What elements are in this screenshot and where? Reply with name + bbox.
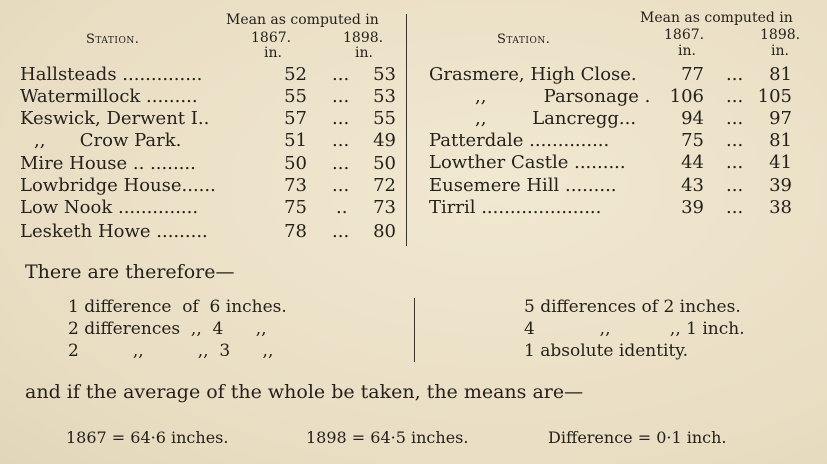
table-row <box>20 108 396 130</box>
station-name: Hallsteads .............. <box>20 64 203 85</box>
leader-dots: ... <box>726 130 744 151</box>
leader-dots: ... <box>332 153 350 174</box>
year-1898-left: 1898. <box>343 30 384 46</box>
value-1867: 75 <box>284 197 307 218</box>
table-divider <box>406 14 407 246</box>
value-1867: 75 <box>681 130 704 151</box>
station-name: Lesketh Howe ......... <box>20 221 208 242</box>
table-row <box>20 221 396 243</box>
station-name: Mire House .. ........ <box>20 153 196 174</box>
value-1867: 50 <box>284 153 307 174</box>
unit-1898-left: in. <box>355 45 373 61</box>
difference-line: 2 ,, ,, 3 ,, <box>68 341 274 361</box>
leader-dots: ... <box>332 64 350 85</box>
value-1898: 97 <box>769 108 792 129</box>
mean-1898: 1898 = 64·5 inches. <box>306 428 469 447</box>
difference-line: 2 differences ,, 4 ,, <box>68 319 267 339</box>
value-1898: 105 <box>757 86 792 107</box>
station-name: Keswick, Derwent I.. <box>20 108 210 129</box>
unit-1867-left: in. <box>264 45 282 61</box>
mean-title-left: Mean as computed in <box>226 12 379 28</box>
value-1867: 52 <box>284 64 307 85</box>
value-1898: 53 <box>373 86 396 107</box>
leader-dots: ... <box>726 175 744 196</box>
average-sentence: and if the average of the whole be taken, the means are— <box>25 381 584 403</box>
station-name: Lowbridge House...... <box>20 175 216 196</box>
value-1898: 38 <box>769 197 792 218</box>
difference-line: 1 absolute identity. <box>524 341 689 361</box>
table-row <box>20 175 396 197</box>
station-name: ,, Crow Park. <box>34 130 182 151</box>
mean-difference: Difference = 0·1 inch. <box>548 428 727 447</box>
difference-line: 4 ,, ,, 1 inch. <box>524 319 745 339</box>
value-1898: 39 <box>769 175 792 196</box>
difference-line: 1 difference of 6 inches. <box>68 297 287 317</box>
year-1867-left: 1867. <box>251 30 292 46</box>
value-1898: 50 <box>373 153 396 174</box>
value-1898: 80 <box>373 221 396 242</box>
value-1867: 77 <box>681 64 704 85</box>
station-name: Watermillock ......... <box>20 86 198 107</box>
value-1867: 78 <box>284 221 307 242</box>
value-1867: 43 <box>681 175 704 196</box>
table-row <box>429 86 809 108</box>
value-1867: 94 <box>681 108 704 129</box>
table-row <box>429 152 809 174</box>
value-1898: 73 <box>373 197 396 218</box>
value-1867: 39 <box>681 197 704 218</box>
station-name: ,, Parsonage . <box>475 86 651 107</box>
table-row <box>429 175 809 197</box>
value-1898: 49 <box>373 130 396 151</box>
table-row <box>429 197 809 219</box>
value-1867: 106 <box>669 86 704 107</box>
year-1898-right: 1898. <box>760 27 801 43</box>
differences-divider <box>414 298 415 362</box>
therefore-text: There are therefore— <box>25 261 235 283</box>
mean-1867: 1867 = 64·6 inches. <box>66 428 229 447</box>
year-1867-right: 1867. <box>664 27 705 43</box>
value-1867: 57 <box>284 108 307 129</box>
station-header-left: Station. <box>86 32 140 47</box>
value-1898: 72 <box>373 175 396 196</box>
station-name: Lowther Castle ......... <box>429 152 626 173</box>
value-1867: 44 <box>681 152 704 173</box>
table-row <box>20 197 396 219</box>
leader-dots: ... <box>726 152 744 173</box>
station-name: Grasmere, High Close. <box>429 64 637 85</box>
table-row <box>20 130 396 152</box>
value-1898: 53 <box>373 64 396 85</box>
leader-dots: .. <box>336 197 348 218</box>
value-1867: 73 <box>284 175 307 196</box>
leader-dots: ... <box>726 108 744 129</box>
station-name: Eusemere Hill ......... <box>429 175 617 196</box>
value-1898: 41 <box>769 152 792 173</box>
leader-dots: ... <box>726 64 744 85</box>
leader-dots: ... <box>332 221 350 242</box>
station-name: Tirril ..................... <box>429 197 602 218</box>
leader-dots: ... <box>726 86 744 107</box>
unit-1867-right: in. <box>678 43 696 59</box>
table-row <box>20 153 396 175</box>
value-1867: 55 <box>284 86 307 107</box>
table-row <box>20 64 396 86</box>
value-1898: 81 <box>769 130 792 151</box>
value-1898: 55 <box>373 108 396 129</box>
value-1867: 51 <box>284 130 307 151</box>
leader-dots: ... <box>332 130 350 151</box>
leader-dots: ... <box>332 86 350 107</box>
station-name: ,, Lancregg... <box>475 108 637 129</box>
unit-1898-right: in. <box>771 43 789 59</box>
table-row <box>429 130 809 152</box>
station-name: Low Nook .............. <box>20 197 199 218</box>
table-row <box>429 108 809 130</box>
difference-line: 5 differences of 2 inches. <box>524 297 741 317</box>
leader-dots: ... <box>332 108 350 129</box>
station-name: Patterdale .............. <box>429 130 610 151</box>
table-row <box>20 86 396 108</box>
value-1898: 81 <box>769 64 792 85</box>
leader-dots: ... <box>726 197 744 218</box>
station-header-right: Station. <box>497 32 551 47</box>
table-row <box>429 64 809 86</box>
leader-dots: ... <box>332 175 350 196</box>
mean-title-right: Mean as computed in <box>640 10 793 26</box>
